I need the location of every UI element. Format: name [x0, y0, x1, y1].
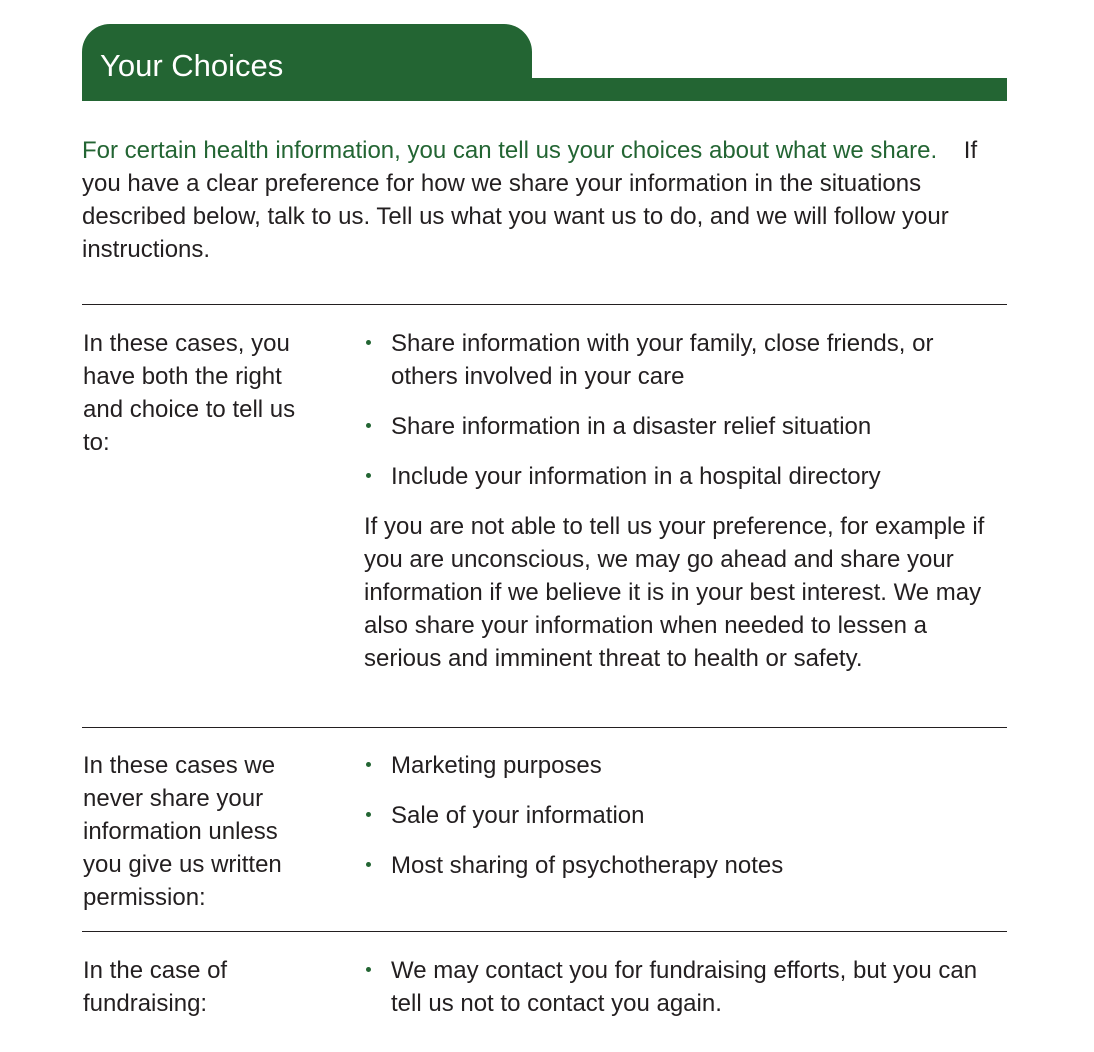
bullet-icon	[366, 473, 371, 478]
bullet-icon	[366, 812, 371, 817]
section-title: Your Choices	[100, 48, 284, 83]
list-item	[364, 749, 1004, 782]
list-item-text: Include your information in a hospital directory	[391, 463, 881, 490]
section-label: In the case of fundraising:	[83, 957, 228, 1017]
bullet-icon	[366, 762, 371, 767]
intro-body: If you have a clear preference for how we share your information in the situations described below, talk to us. Tell us what you want us to do, and we will follow your instructions.	[82, 137, 978, 263]
divider	[82, 304, 1007, 305]
section-header	[82, 24, 1007, 101]
intro-paragraph	[82, 134, 1007, 266]
bullet-icon	[366, 423, 371, 428]
section-note: If you are not able to tell us your preference, for example if you are unconscious, we may go ahead and share your information if we believe it is in your best interest. We may also share your information when needed to lessen a serious and imminent threat to health or safety.	[364, 513, 985, 672]
list-item-text: Share information with your family, close friends, or others involved in your care	[391, 330, 934, 390]
list-item	[364, 954, 999, 1020]
bullet-icon	[366, 340, 371, 345]
list-item-text: Marketing purposes	[391, 752, 602, 779]
bullet-icon	[366, 862, 371, 867]
section-label: In these cases, you have both the right and choice to tell us to:	[83, 330, 296, 456]
list-item	[364, 327, 994, 393]
list-item-text: Share information in a disaster relief situation	[391, 413, 872, 440]
bullet-icon	[366, 967, 371, 972]
section-label: In these cases we never share your information unless you give us written permission:	[83, 752, 282, 911]
list-item-text: Most sharing of psychotherapy notes	[391, 852, 784, 879]
intro-lead: For certain health information, you can tell us your choices about what we share.	[82, 137, 938, 164]
list-item-text: We may contact you for fundraising efforts, but you can tell us not to contact you again.	[391, 957, 978, 1017]
list-item-text: Sale of your information	[391, 802, 645, 829]
list-item	[364, 849, 1004, 882]
divider	[82, 931, 1007, 932]
list-item	[364, 799, 1004, 832]
list-item	[364, 460, 1004, 493]
list-item	[364, 410, 1004, 443]
divider	[82, 727, 1007, 728]
